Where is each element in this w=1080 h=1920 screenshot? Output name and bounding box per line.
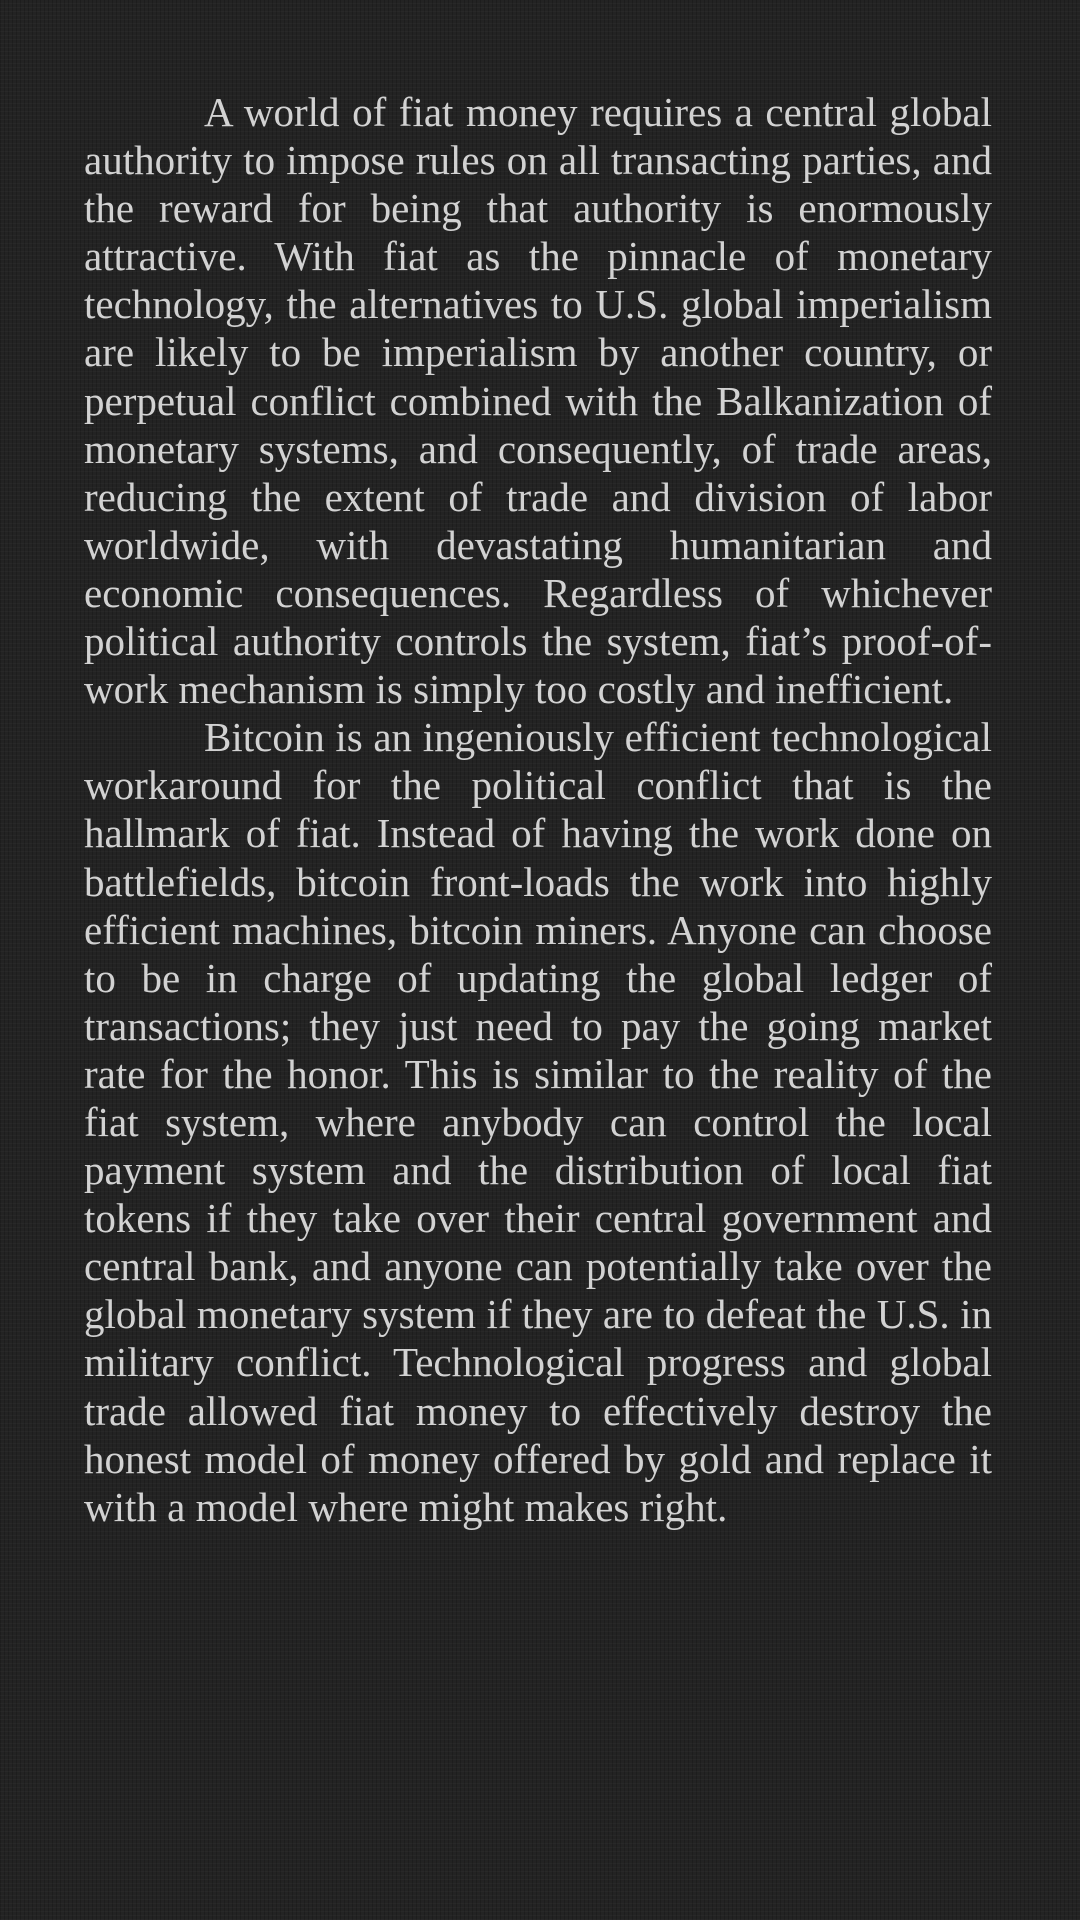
reader-page: [84, 88, 992, 1531]
paragraph-2: Bitcoin is an ingeniously efficient technological workaround for the political conflict that is the hallmark of fiat. Instead of having the work done on battlefields, bitcoin front-loads the work into highly efficient machines, bitcoin miners. Anyone can choose to be in charge of updating the global ledger of transactions; they just need to pay the going market rate for the honor. This is similar to the reality of the fiat system, where anybody can control the local payment system and the distribution of local fiat tokens if they take over their central government and central bank, and anyone can potentially take over the global monetary system if they are to defeat the U.S. in military conflict. Technological progress and global trade allowed fiat money to effectively destroy the honest model of money offered by gold and replace it with a model where might makes right.: [84, 714, 992, 1530]
paragraph-1: A world of fiat money requires a central global authority to impose rules on all transacting parties, and the reward for being that authority is enormously attractive. With fiat as the pinnacle of monetary technology, the alternatives to U.S. global imperialism are likely to be imperialism by another country, or perpetual conflict combined with the Balkanization of monetary systems, and consequently, of trade areas, reducing the extent of trade and division of labor worldwide, with devastating humanitarian and economic consequences. Regardless of whichever political authority controls the system, fiat’s proof-of-work mechanism is simply too costly and inefficient.: [84, 89, 992, 713]
